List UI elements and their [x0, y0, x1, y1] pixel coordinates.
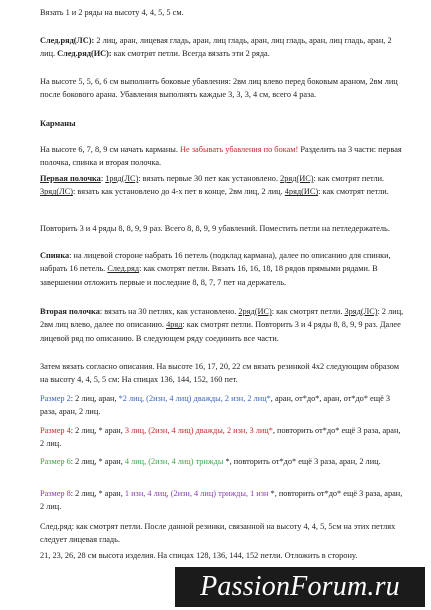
- paragraph-back: [40, 249, 405, 289]
- size-2-text: : 2 лиц, аран,: [70, 394, 119, 403]
- first-front-colon: :: [100, 174, 106, 183]
- size-8-text-2: *, повторить от*до* ещё 3 раза, аран, 2 лиц.: [40, 489, 403, 512]
- size-4-text-2: , повторить от*до* ещё 3 раза, аран, 2 лиц.: [40, 426, 401, 449]
- paragraph-size-4: [40, 424, 405, 451]
- row-label-is: След.ряд(ИС):: [57, 49, 112, 59]
- row2-label: 2ряд(ИС): [280, 174, 314, 183]
- paragraph-height: 21, 23, 26, 28 см высота изделия. На спицах 128, 136, 144, 152 петли. Отложить в сторону.: [40, 551, 358, 560]
- paragraph-second-front: [40, 305, 405, 345]
- second-front-label: Вторая полочка: [40, 307, 100, 316]
- size-4-pattern: 3 лиц, (2изн, 4 лиц) дважды, 2 изн, 3 лиц*: [124, 426, 273, 435]
- size-4-text: : 2 лиц, * аран,: [70, 426, 125, 435]
- row-text-is: как смотрят петли. Всегда вязать эти 2 ряда.: [111, 49, 270, 59]
- size-2-pattern: *2 лиц, (2изн, 4 лиц) дважды, 2 изн, 2 лиц*: [118, 394, 271, 403]
- row2-text: : как смотрят петли.: [313, 174, 385, 183]
- back-text-2: : как смотрят петли. Вязать 16, 16, 18, 18 рядов прямыми рядами. В завершении отложить первые и последние 8, 8, 7, 7 пет на держатель.: [40, 264, 378, 287]
- pockets-text: На высоте 6, 7, 8, 9 см начать карманы.: [40, 145, 181, 154]
- heading-pockets: Карманы: [40, 119, 76, 128]
- size-6-label: Размер 6: [40, 457, 71, 466]
- size-2-label: Размер 2: [40, 394, 71, 403]
- row3-label: 3ряд(ЛС): [40, 187, 74, 197]
- row-text-ls: 2 лиц, аран, лицевая гладь, аран, лиц гладь, аран, лиц гладь, аран, лиц гладь, аран, 2 лиц.: [40, 36, 392, 59]
- paragraph-next-row: След.ряд: как смотрят петли. После данной резинки, связанной на высоту 4, 4, 5, 5см на этих петлях следует лицевая гладь.: [40, 522, 396, 545]
- sf-row4-label: 4ряд: [166, 320, 183, 330]
- sf-row2-label: 2ряд(ИС): [238, 307, 272, 316]
- sf-row4-text: : как смотрят петли. Повторить 3 и 4 ряды 8, 8, 9, 9 раз. Далее лицевой ряд по описанию. В следующем ряду соединить все части.: [40, 320, 401, 343]
- paragraph-intro: Вязать 1 и 2 ряды на высоту 4, 4, 5, 5 см.: [40, 8, 184, 17]
- sf-row3-text: : 2 лиц, 2вм лиц влево, далее по описанию.: [40, 307, 404, 330]
- paragraph-size-2: [40, 392, 405, 419]
- paragraph-first-front: [40, 172, 405, 199]
- paragraph-size-6: [40, 455, 405, 468]
- row4-label: 4ряд(ИС): [284, 187, 319, 197]
- paragraph-repeat: Повторить 3 и 4 ряды 8, 8, 9, 9 раз. Всего 8, 8, 9, 9 убавлений. Поместить петли на петледержатель.: [40, 224, 390, 233]
- pockets-warning: Не забывать убавления по бокам!: [180, 145, 299, 154]
- paragraph-decreases: На высоте 5, 5, 6, 6 см выполнить боковые убавления: 2вм лиц влево перед боковым араном, 2вм лиц после бокового арана. Убавления выполнять каждые 3, 3, 3, 4 см, всего 4 раза.: [40, 77, 398, 100]
- size-8-text: : 2 лиц, * аран,: [70, 489, 125, 498]
- sf-row3-label: 3ряд(ЛС): [344, 307, 378, 316]
- pockets-text-2: Разделить на 3 части: первая полочка, спинка и вторая полочка.: [40, 145, 402, 168]
- row-label-ls: След.ряд(ЛС):: [40, 36, 95, 45]
- row1-text: : вязать первые 30 пет как установлено.: [138, 174, 281, 183]
- paragraph-ribbing: Затем вязать согласно описания. На высоте 16, 17, 20, 22 см вязать резинкой 4х2 следующим образом на высоту 4, 4, 5, 5 см: На спицах 136, 144, 152, 160 пет.: [40, 362, 400, 385]
- second-front-text: : вязать на 30 петлях, как установлено.: [99, 307, 239, 316]
- size-8-label: Размер 8: [40, 489, 71, 498]
- size-4-label: Размер 4: [40, 426, 71, 435]
- row4-text: : как смотрят петли.: [318, 187, 389, 197]
- row1-label: 1ряд(ЛС): [105, 174, 139, 183]
- size-8-pattern: 1 изн, 4 лиц, (2изн, 4 лиц) трижды, 1 изн: [124, 489, 269, 498]
- back-text: : на лицевой стороне набрать 16 петель (подклад кармана), далее по описанию для спинки, набрать 16 петель.: [40, 251, 391, 274]
- watermark-logo: PassionForum.ru: [175, 567, 425, 607]
- back-label: Спинка: [40, 251, 70, 260]
- next-row-label: След.ряд: [107, 264, 140, 274]
- size-2-text-2: , аран, от*до*, аран, от*до* ещё 3 раза, аран, 2 лиц.: [40, 394, 391, 417]
- row3-text: : вязать как установлено до 4-х пет в конце, 2вм лиц, 2 лиц.: [73, 187, 285, 197]
- size-6-pattern: 4 лиц, (2изн, 4 лиц) трижды: [124, 457, 224, 466]
- first-front-label: Первая полочка: [40, 174, 101, 183]
- size-6-text: : 2 лиц, * аран,: [70, 457, 125, 466]
- paragraph-pockets-start: [40, 143, 405, 170]
- paragraph-rows: [40, 34, 405, 61]
- paragraph-size-8: [40, 487, 405, 514]
- size-6-text-2: *, повторить от*до* ещё 3 раза, аран, 2 лиц.: [223, 457, 381, 466]
- sf-row2-text: : как смотрят петли.: [271, 307, 345, 316]
